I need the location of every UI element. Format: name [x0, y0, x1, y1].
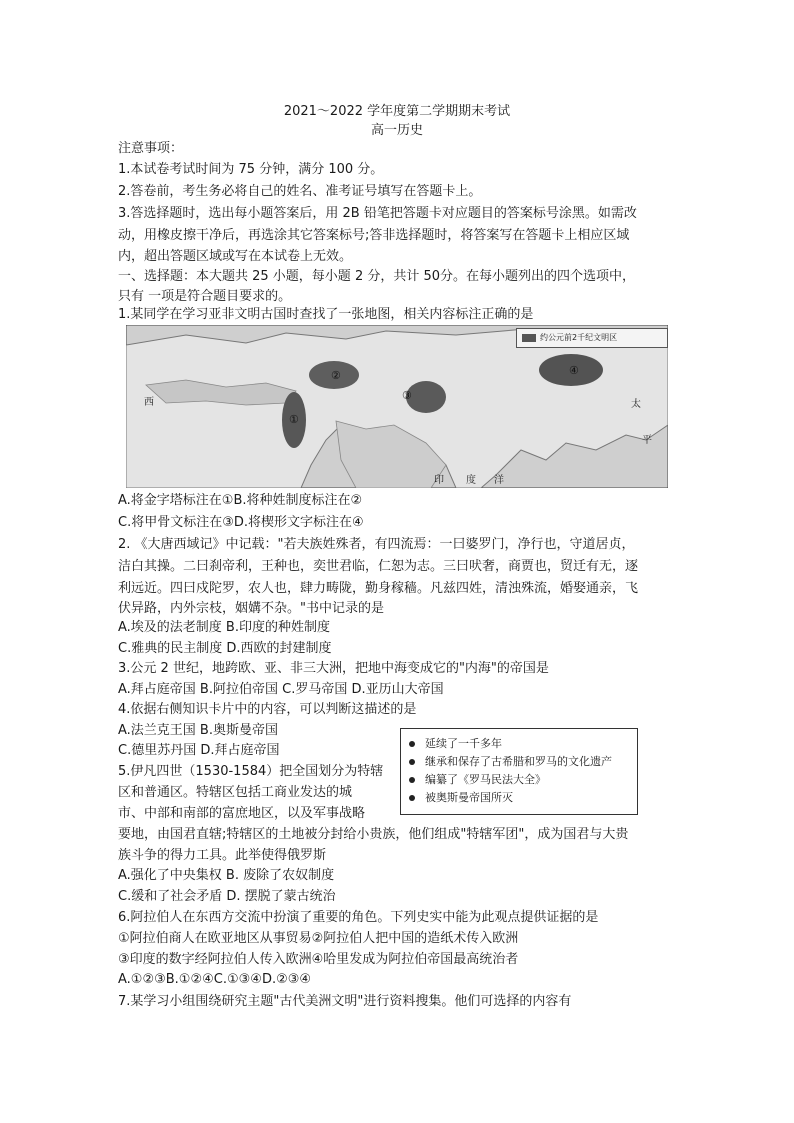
- card-item: 继承和保存了古希腊和罗马的文化遗产: [409, 755, 612, 769]
- note-2: 2.答卷前，考生务必将自己的姓名、准考证号填写在答题卡上。: [118, 184, 482, 199]
- map-label-3: ③: [402, 389, 412, 402]
- map-image: [126, 325, 668, 488]
- map-label-yin: 印: [434, 475, 444, 486]
- card-item: 延续了一千多年: [409, 737, 502, 751]
- bullet-icon: [409, 741, 415, 747]
- bullet-icon: [409, 795, 415, 801]
- q5-line-1: 5.伊凡四世（1530-1584）把全国划分为特辖: [118, 764, 384, 779]
- q6-statements-34: ③印度的数字经阿拉伯人传入欧洲④哈里发成为阿拉伯帝国最高统治者: [118, 952, 519, 967]
- exam-subject: 高一历史: [370, 123, 423, 138]
- q7-stem: 7.某学习小组围绕研究主题"古代美洲文明"进行资料搜集。他们可选择的内容有: [118, 994, 572, 1009]
- q2-line-3: 利远近。四曰戍陀罗，农人也，肆力畴陇，勤身稼穑。凡兹四姓，清浊殊流，婚娶通亲，飞: [118, 581, 639, 596]
- q4-options-ab: A.法兰克王国 B.奥斯曼帝国: [118, 723, 278, 738]
- map-label-2: ②: [331, 369, 341, 382]
- note-3-line-1: 3.答选择题时，选出每小题答案后，用 2B 铅笔把答题卡对应题目的答案标号涂黑。如需改: [118, 206, 637, 221]
- q6-stem: 6.阿拉伯人在东西方交流中扮演了重要的角色。下列史实中能为此观点提供证据的是: [118, 910, 599, 925]
- q5-line-4: 要地，由国君直辖;特辖区的土地被分封给小贵族，他们组成"特辖军团"，成为国君与大贵: [118, 827, 629, 842]
- map-label-4: ④: [569, 364, 579, 377]
- section-instructions-1: 一、选择题：本大题共 25 小题，每小题 2 分，共计 50分。在每小题列出的四个选项中，: [118, 269, 636, 284]
- q4-stem: 4.依据右侧知识卡片中的内容，可以判断这描述的是: [118, 702, 417, 717]
- map-label-tai: 太: [631, 399, 641, 410]
- map-label-ping: 平: [642, 435, 652, 446]
- civilization-map: [126, 325, 668, 488]
- q2-line-4: 伏异路，内外宗枝，姻媾不杂。"书中记录的是: [118, 601, 384, 616]
- note-3-line-3: 内，超出答题区域或写在本试卷上无效。: [118, 249, 353, 264]
- exam-title: 2021～2022 学年度第二学期期末考试: [283, 104, 511, 119]
- q2-options-cd: C.雅典的民主制度 D.西欧的封建制度: [118, 641, 332, 656]
- bullet-icon: [409, 777, 415, 783]
- q5-line-2: 区和普通区。特辖区包括工商业发达的城: [118, 785, 353, 800]
- note-3-line-2: 动，用橡皮擦干净后，再选涂其它答案标号;答非选择题时，将答案写在答题卡上相应区域: [118, 228, 630, 243]
- q1-options-ab: A.将金字塔标注在①B.将种姓制度标注在②: [118, 493, 363, 508]
- section-instructions-2: 只有 一项是符合题目要求的。: [118, 289, 292, 304]
- map-legend: [516, 328, 668, 348]
- card-item: 编纂了《罗马民法大全》: [409, 773, 546, 787]
- q5-options-cd: C.缓和了社会矛盾 D. 摆脱了蒙古统治: [118, 889, 336, 904]
- notes-heading: 注意事项：: [118, 141, 184, 156]
- note-1: 1.本试卷考试时间为 75 分钟，满分 100 分。: [118, 162, 384, 177]
- map-label-du: 度: [466, 475, 476, 486]
- q3-stem: 3.公元 2 世纪，地跨欧、亚、非三大洲，把地中海变成它的"内海"的帝国是: [118, 661, 549, 676]
- legend-swatch: [522, 334, 536, 342]
- q2-line-2: 洁白其操。二曰刹帝利，王种也，奕世君临，仁恕为志。三曰吠奢，商贾也，贸迁有无，逐: [118, 559, 639, 574]
- q1-options-cd: C.将甲骨文标注在③D.将楔形文字标注在④: [118, 515, 364, 530]
- map-label-1: ①: [289, 413, 299, 426]
- map-label-yang: 洋: [494, 475, 504, 486]
- q5-line-5: 族斗争的得力工具。此举使得俄罗斯: [118, 848, 327, 863]
- q2-options-ab: A.埃及的法老制度 B.印度的种姓制度: [118, 620, 330, 635]
- map-label-west: 西: [144, 397, 154, 408]
- knowledge-card: [400, 728, 638, 815]
- q5-options-ab: A.强化了中央集权 B. 废除了农奴制度: [118, 868, 335, 883]
- q1-stem: 1.某同学在学习亚非文明古国时查找了一张地图，相关内容标注正确的是: [118, 307, 534, 322]
- legend-label: 约公元前2千纪文明区: [540, 333, 618, 342]
- card-item: 被奥斯曼帝国所灭: [409, 791, 513, 805]
- q6-statements-12: ①阿拉伯商人在欧亚地区从事贸易②阿拉伯人把中国的造纸术传入欧洲: [118, 931, 519, 946]
- q4-options-cd: C.德里苏丹国 D.拜占庭帝国: [118, 743, 280, 758]
- q5-line-3: 市、中部和南部的富庶地区，以及军事战略: [118, 806, 366, 821]
- bullet-icon: [409, 759, 415, 765]
- q2-line-1: 2. 《大唐西域记》中记载："若夫族姓殊者，有四流焉：一曰婆罗门，净行也，守道居贞，: [118, 537, 635, 552]
- q3-options: A.拜占庭帝国 B.阿拉伯帝国 C.罗马帝国 D.亚历山大帝国: [118, 682, 444, 697]
- q6-options: A.①②③B.①②④C.①③④D.②③④: [118, 972, 312, 987]
